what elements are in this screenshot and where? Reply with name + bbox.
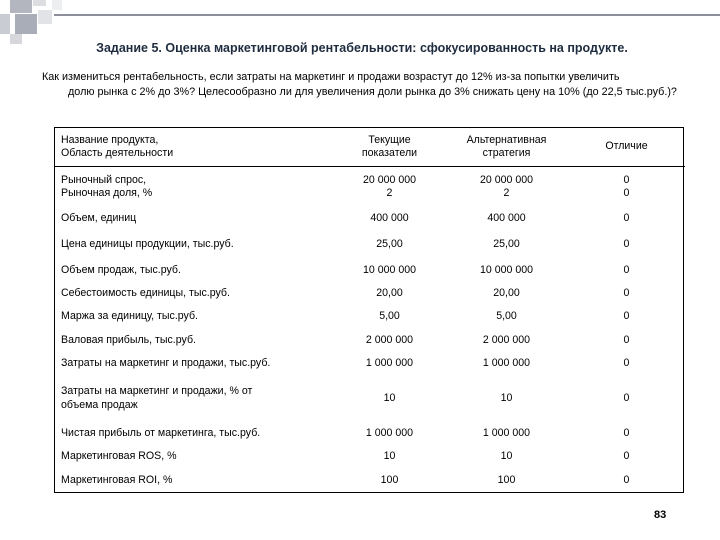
cell-alternative: 2 000 000 — [482, 333, 531, 346]
cell-current: 10 000 000 — [362, 263, 417, 276]
cell-difference: 0 — [623, 333, 630, 346]
cell-difference: 0 — [623, 450, 630, 463]
row-label: Маркетинговая ROS, % — [61, 450, 177, 463]
table-row — [55, 231, 685, 258]
cell-alternative: 10 000 000 — [479, 263, 534, 276]
cell-current: 5,00 — [379, 310, 400, 323]
row-label: Объем, единиц — [61, 212, 137, 225]
cell-current: 10 — [383, 391, 396, 404]
row-label: Маркетинговая ROI, % — [61, 473, 173, 486]
cell-alternative: 1 000 000 — [482, 356, 531, 369]
decor-square — [52, 0, 62, 10]
table-row — [55, 282, 685, 305]
header-current: Текущие показатели — [333, 128, 445, 167]
decor-square — [33, 0, 46, 6]
cell-current: 10 — [383, 450, 396, 463]
cell-alternative: 400 000 — [487, 212, 526, 225]
table-row — [55, 422, 685, 445]
cell-difference: 0 — [623, 212, 630, 225]
cell-current: 25,00 — [376, 238, 403, 251]
question-line-1: Как измениться рентабельность, если затраты на маркетинг и продажи возрастут до 12% из-за попытки увеличить — [42, 71, 620, 83]
cell-difference: 0 — [623, 473, 630, 486]
cell-difference: 0 — [623, 356, 630, 369]
cell-difference: 0 — [623, 426, 630, 439]
cell-alternative: 10 — [500, 450, 513, 463]
cell-current: 1 000 000 — [365, 426, 414, 439]
decor-square — [38, 10, 52, 24]
page-number: 83 — [654, 509, 667, 521]
row-label: Чистая прибыль от маркетинга, тыс.руб. — [61, 426, 261, 439]
row-label: Валовая прибыль, тыс.руб. — [61, 333, 196, 346]
header-alternative: Альтернативная стратегия — [445, 128, 567, 167]
cell-current: 100 — [380, 473, 399, 486]
table-row — [55, 207, 685, 231]
slide-title: Задание 5. Оценка маркетинговой рентабельности: сфокусированность на продукте. — [96, 41, 628, 55]
row-label: Себестоимость единицы, тыс.руб. — [61, 286, 230, 299]
decor-square — [15, 14, 37, 34]
table-row — [55, 469, 685, 492]
row-label: Объем продаж, тыс.руб. — [61, 263, 181, 276]
marketing-profitability-table — [54, 127, 684, 493]
table-row — [55, 329, 685, 352]
cell-alternative: 1 000 000 — [482, 426, 531, 439]
cell-difference: 0 — [623, 286, 630, 299]
row-label: Затраты на маркетинг и продажи, % от объема продаж — [61, 385, 253, 411]
cell-alternative: 100 — [497, 473, 516, 486]
decor-square — [10, 34, 22, 44]
table-row — [55, 305, 685, 328]
cell-difference: 0 — [623, 263, 630, 276]
cell-alternative: 10 — [500, 391, 513, 404]
cell-difference: 0 — [623, 310, 630, 323]
row-label: Маржа за единицу, тыс.руб. — [61, 310, 198, 323]
cell-alternative: 25,00 — [493, 238, 520, 251]
cell-current: 400 000 — [370, 212, 409, 225]
cell-current: 20,00 — [376, 286, 403, 299]
cell-alternative: 5,00 — [496, 310, 517, 323]
header-difference: Отличие — [567, 128, 685, 167]
cell-current: 2 000 000 — [365, 333, 414, 346]
table-header-row — [55, 128, 685, 167]
table-row — [55, 259, 685, 282]
table-row — [55, 352, 685, 375]
table-row — [55, 375, 685, 422]
row-label: Цена единицы продукции, тыс.руб. — [61, 238, 234, 251]
row-label: Затраты на маркетинг и продажи, тыс.руб. — [61, 356, 271, 369]
header-rule — [54, 14, 720, 16]
cell-difference: 0 0 — [623, 173, 630, 200]
decor-square — [0, 14, 10, 34]
cell-alternative: 20,00 — [493, 286, 520, 299]
cell-difference: 0 — [623, 238, 630, 251]
cell-current: 20 000 000 2 — [362, 173, 417, 200]
table-row — [55, 167, 685, 208]
cell-alternative: 20 000 000 2 — [479, 173, 534, 200]
task-question — [42, 70, 692, 99]
cell-current: 1 000 000 — [365, 356, 414, 369]
question-continuation: долю рынка с 2% до 3%? Целесообразно ли для увеличения доли рынка до 3% снижать цену на 10% (до 22,5 тыс.руб.)? — [68, 85, 677, 98]
row-label: Рыночный спрос, Рыночная доля, % — [61, 173, 153, 200]
header-product-name: Название продукта, Область деятельности — [55, 128, 333, 167]
decor-square — [10, 0, 32, 13]
table-row — [55, 445, 685, 468]
cell-difference: 0 — [623, 391, 630, 404]
